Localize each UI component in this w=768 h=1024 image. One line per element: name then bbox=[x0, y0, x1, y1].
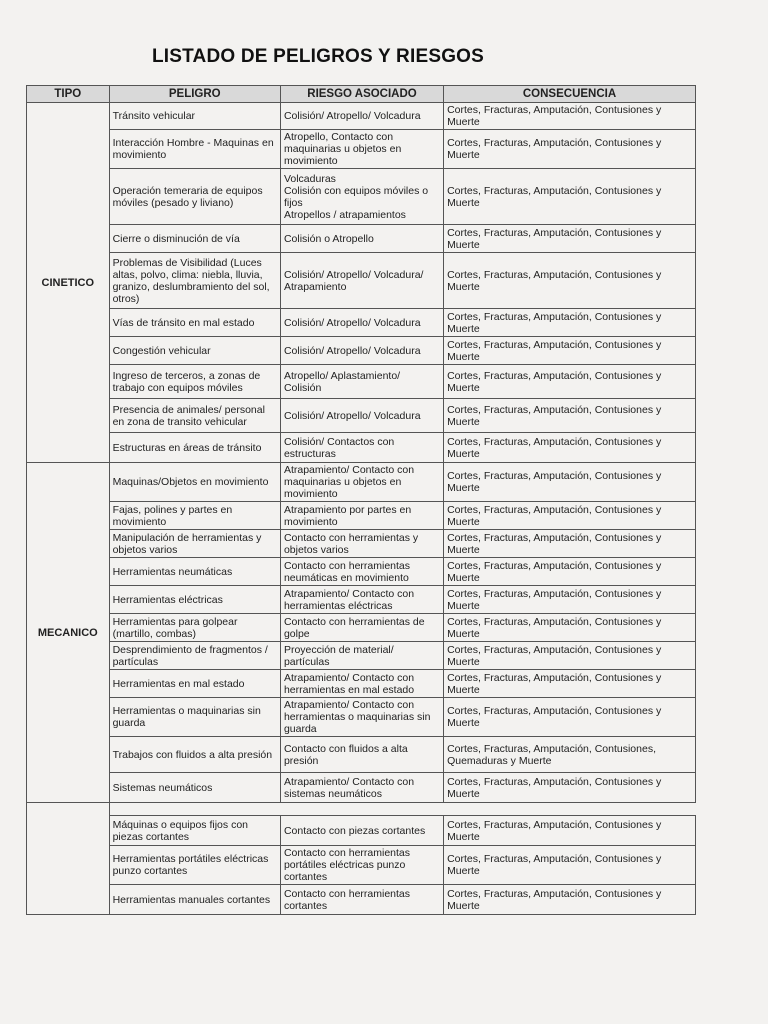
table-row bbox=[27, 463, 696, 502]
consecuencia-cell: Cortes, Fracturas, Amputación, Contusiones y Muerte bbox=[444, 169, 696, 225]
riesgo-cell: Colisión/ Contactos con estructuras bbox=[280, 433, 443, 463]
page-title: LISTADO DE PELIGROS Y RIESGOS bbox=[152, 46, 485, 67]
riesgo-cell: Atrapamiento/ Contacto con herramientas en mal estado bbox=[280, 670, 443, 698]
peligro-cell: Herramientas portátiles eléctricas punzo cortantes bbox=[109, 846, 280, 885]
riesgo-cell: Contacto con herramientas de golpe bbox=[280, 614, 443, 642]
consecuencia-cell: Cortes, Fracturas, Amputación, Contusiones y Muerte bbox=[444, 253, 696, 309]
table-row bbox=[27, 253, 696, 309]
consecuencia-cell: Cortes, Fracturas, Amputación, Contusiones y Muerte bbox=[444, 642, 696, 670]
table-row bbox=[27, 225, 696, 253]
riesgo-cell: Atrapamiento/ Contacto con sistemas neumáticos bbox=[280, 773, 443, 803]
consecuencia-cell: Cortes, Fracturas, Amputación, Contusiones y Muerte bbox=[444, 103, 696, 130]
riesgo-cell: Contacto con herramientas portátiles eléctricas punzo cortantes bbox=[280, 846, 443, 885]
riesgo-cell: Colisión/ Atropello/ Volcadura bbox=[280, 399, 443, 433]
peligro-cell: Operación temeraria de equipos móviles (pesado y liviano) bbox=[109, 169, 280, 225]
header-riesgo: RIESGO ASOCIADO bbox=[280, 86, 443, 103]
consecuencia-cell: Cortes, Fracturas, Amputación, Contusiones y Muerte bbox=[444, 309, 696, 337]
table-row bbox=[27, 773, 696, 803]
riesgo-cell: Atrapamiento/ Contacto con maquinarias u objetos en movimiento bbox=[280, 463, 443, 502]
gap-cell bbox=[109, 803, 695, 816]
riesgo-cell: Atrapamiento/ Contacto con herramientas o maquinarias sin guarda bbox=[280, 698, 443, 737]
riesgo-cell: Contacto con herramientas y objetos varios bbox=[280, 530, 443, 558]
consecuencia-cell: Cortes, Fracturas, Amputación, Contusiones y Muerte bbox=[444, 614, 696, 642]
header-peligro: PELIGRO bbox=[109, 86, 280, 103]
consecuencia-cell: Cortes, Fracturas, Amputación, Contusiones y Muerte bbox=[444, 433, 696, 463]
riesgo-cell: Colisión/ Atropello/ Volcadura/ Atrapamiento bbox=[280, 253, 443, 309]
riesgo-cell: Proyección de material/ partículas bbox=[280, 642, 443, 670]
table-row bbox=[27, 103, 696, 130]
peligro-cell: Herramientas para golpear (martillo, combas) bbox=[109, 614, 280, 642]
peligro-cell: Sistemas neumáticos bbox=[109, 773, 280, 803]
table-row bbox=[27, 816, 696, 846]
table-row bbox=[27, 885, 696, 915]
consecuencia-cell: Cortes, Fracturas, Amputación, Contusiones y Muerte bbox=[444, 586, 696, 614]
consecuencia-cell: Cortes, Fracturas, Amputación, Contusiones y Muerte bbox=[444, 698, 696, 737]
riesgo-cell: Atropello, Contacto con maquinarias u objetos en movimiento bbox=[280, 130, 443, 169]
table-row bbox=[27, 502, 696, 530]
consecuencia-cell: Cortes, Fracturas, Amputación, Contusiones y Muerte bbox=[444, 225, 696, 253]
riesgo-cell: Contacto con fluidos a alta presión bbox=[280, 737, 443, 773]
table-row bbox=[27, 614, 696, 642]
peligro-cell: Presencia de animales/ personal en zona de transito vehicular bbox=[109, 399, 280, 433]
riesgo-cell: Contacto con herramientas cortantes bbox=[280, 885, 443, 915]
peligro-cell: Manipulación de herramientas y objetos varios bbox=[109, 530, 280, 558]
table-row bbox=[27, 698, 696, 737]
table-row bbox=[27, 399, 696, 433]
riesgo-cell: Atrapamiento por partes en movimiento bbox=[280, 502, 443, 530]
peligro-cell: Herramientas eléctricas bbox=[109, 586, 280, 614]
peligro-cell: Máquinas o equipos fijos con piezas cortantes bbox=[109, 816, 280, 846]
peligro-cell: Vías de tránsito en mal estado bbox=[109, 309, 280, 337]
riesgo-cell: Colisión o Atropello bbox=[280, 225, 443, 253]
riesgo-cell: Atropello/ Aplastamiento/ Colisión bbox=[280, 365, 443, 399]
consecuencia-cell: Cortes, Fracturas, Amputación, Contusiones y Muerte bbox=[444, 463, 696, 502]
header-consecuencia: CONSECUENCIA bbox=[444, 86, 696, 103]
consecuencia-cell: Cortes, Fracturas, Amputación, Contusiones y Muerte bbox=[444, 130, 696, 169]
table-row bbox=[27, 530, 696, 558]
riesgo-cell: Colisión/ Atropello/ Volcadura bbox=[280, 103, 443, 130]
table-row bbox=[27, 337, 696, 365]
consecuencia-cell: Cortes, Fracturas, Amputación, Contusiones y Muerte bbox=[444, 773, 696, 803]
consecuencia-cell: Cortes, Fracturas, Amputación, Contusiones y Muerte bbox=[444, 530, 696, 558]
consecuencia-cell: Cortes, Fracturas, Amputación, Contusiones y Muerte bbox=[444, 885, 696, 915]
table-body bbox=[27, 103, 696, 915]
tipo-cell: MECANICO bbox=[27, 463, 110, 803]
table-row bbox=[27, 169, 696, 225]
peligro-cell: Fajas, polines y partes en movimiento bbox=[109, 502, 280, 530]
peligro-cell: Interacción Hombre - Maquinas en movimiento bbox=[109, 130, 280, 169]
riesgo-cell: Volcaduras Colisión con equipos móviles o fijos Atropellos / atrapamientos bbox=[280, 169, 443, 225]
peligro-cell: Ingreso de terceros, a zonas de trabajo con equipos móviles bbox=[109, 365, 280, 399]
consecuencia-cell: Cortes, Fracturas, Amputación, Contusiones, Quemaduras y Muerte bbox=[444, 737, 696, 773]
riesgo-cell: Atrapamiento/ Contacto con herramientas eléctricas bbox=[280, 586, 443, 614]
peligro-cell: Herramientas o maquinarias sin guarda bbox=[109, 698, 280, 737]
peligro-cell: Problemas de Visibilidad (Luces altas, polvo, clima: niebla, lluvia, granizo, deslumbramiento del sol, otros) bbox=[109, 253, 280, 309]
peligro-cell: Estructuras en áreas de tránsito bbox=[109, 433, 280, 463]
peligro-cell: Herramientas neumáticas bbox=[109, 558, 280, 586]
consecuencia-cell: Cortes, Fracturas, Amputación, Contusiones y Muerte bbox=[444, 502, 696, 530]
consecuencia-cell: Cortes, Fracturas, Amputación, Contusiones y Muerte bbox=[444, 670, 696, 698]
table-header-row bbox=[27, 86, 696, 103]
consecuencia-cell: Cortes, Fracturas, Amputación, Contusiones y Muerte bbox=[444, 558, 696, 586]
table-row bbox=[27, 309, 696, 337]
peligro-cell: Tránsito vehicular bbox=[109, 103, 280, 130]
peligro-cell: Congestión vehicular bbox=[109, 337, 280, 365]
peligro-cell: Trabajos con fluidos a alta presión bbox=[109, 737, 280, 773]
table-row bbox=[27, 642, 696, 670]
peligro-cell: Herramientas en mal estado bbox=[109, 670, 280, 698]
table-row bbox=[27, 586, 696, 614]
table-row bbox=[27, 737, 696, 773]
table-row bbox=[27, 365, 696, 399]
peligro-cell: Herramientas manuales cortantes bbox=[109, 885, 280, 915]
table-gap-row bbox=[27, 803, 696, 816]
riesgo-cell: Colisión/ Atropello/ Volcadura bbox=[280, 309, 443, 337]
consecuencia-cell: Cortes, Fracturas, Amputación, Contusiones y Muerte bbox=[444, 365, 696, 399]
table-row bbox=[27, 846, 696, 885]
peligro-cell: Maquinas/Objetos en movimiento bbox=[109, 463, 280, 502]
riesgo-cell: Colisión/ Atropello/ Volcadura bbox=[280, 337, 443, 365]
table-row bbox=[27, 433, 696, 463]
tipo-cell: CINETICO bbox=[27, 103, 110, 463]
tipo-cell bbox=[27, 816, 110, 915]
gap-cell bbox=[27, 803, 110, 816]
table-row bbox=[27, 130, 696, 169]
peligro-cell: Cierre o disminución de vía bbox=[109, 225, 280, 253]
peligro-cell: Desprendimiento de fragmentos / partículas bbox=[109, 642, 280, 670]
consecuencia-cell: Cortes, Fracturas, Amputación, Contusiones y Muerte bbox=[444, 846, 696, 885]
table-row bbox=[27, 558, 696, 586]
hazards-table bbox=[26, 85, 696, 915]
consecuencia-cell: Cortes, Fracturas, Amputación, Contusiones y Muerte bbox=[444, 816, 696, 846]
riesgo-cell: Contacto con piezas cortantes bbox=[280, 816, 443, 846]
header-tipo: TIPO bbox=[27, 86, 110, 103]
consecuencia-cell: Cortes, Fracturas, Amputación, Contusiones y Muerte bbox=[444, 337, 696, 365]
riesgo-cell: Contacto con herramientas neumáticas en movimiento bbox=[280, 558, 443, 586]
table-row bbox=[27, 670, 696, 698]
consecuencia-cell: Cortes, Fracturas, Amputación, Contusiones y Muerte bbox=[444, 399, 696, 433]
